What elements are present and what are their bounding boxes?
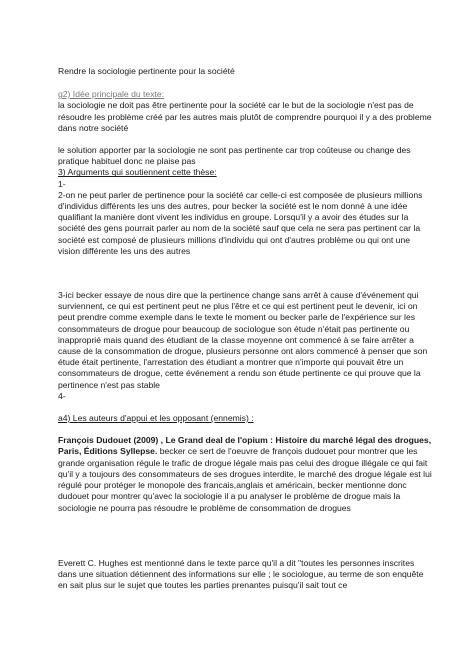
reference-dudouet-body: becker ce sert de l'oeuvre de françois dudouet pour montrer que les grande organisation régule le trafic de drogue légale mais pas celui des drogue illégale ce qui fait qu'il y a toujours des consommateurs de ses drogues interdite, le marché des drogue légale est lui régulé pour protéger le monopole des francais,anglais et américain, becker mentionne donc dudouet pour montrer qu'avec la sociologie il a pu analyser le problème de drogue mais la sociologie ne pourra pas résoudre le problème de consommation de drogues xyxy=(58,446,432,513)
reference-dudouet-paragraph xyxy=(58,435,434,513)
reference-dudouet-citation: François Dudouet (2009) , Le Grand deal de l'opium : Histoire du marché légal des drogues, Paris, Éditions Syllepse. xyxy=(58,435,432,457)
spacer xyxy=(58,514,434,558)
heading-main-idea: g2) Idée principale du texte: xyxy=(58,89,165,100)
argument-1-label: 1- xyxy=(58,178,66,189)
main-idea-paragraph-1: la sociologie ne doit pas être pertinente pour la société car le but de la sociologie n'est pas de résoudre les problème créé par les autres mais plutôt de comprendre pourquoi il y a des probleme dans notre société xyxy=(58,100,432,133)
reference-hughes-paragraph: Everett C. Hughes est mentionné dans le texte parce qu'il a dit "toutes les personnes inscrites dans une situation détiennent des informations sur elle ; le sociologue, au terme de son enquête en sait plus sur le sujet que toutes les parties prenantes puisqu'il sait tout ce xyxy=(58,557,424,591)
spacer xyxy=(58,402,434,413)
argument-4-label: 4- xyxy=(58,390,66,401)
argument-3-paragraph: 3-ici becker essaye de nous dire que la pertinence change sans arrêt à cause d'événement qui surviennent, ce qui est pertinent peut ne plus l'être et ce qui est pertinent peut le devenir, ici on peut prendre comme exemple dans le texte le moment ou becker parle de l'expérience sur les consommateurs de drogue pour beaucoup de sociologue son étude n'était pas pertinente ou inapproprié mais quand des étudiant de la classe moyenne ont commencé à se faire arrêter a cause de la consommation de drogue, plusieurs personne ont alors commencé à penser que son étude était pertinente, l'arrestation des étudiant a montrer que n'importe qui pouvait être un consommateurs de drogue, cette événement a rendu son étude pertinente ce qui prouve que la pertinence n'est pas stable xyxy=(58,290,428,390)
heading-authors: a4) Les auteurs d'appui et les opposant (ennemis) : xyxy=(58,413,254,424)
main-idea-paragraph-2: le solution apporter par la sociologie ne sont pas pertinente car trop coûteuse ou change des pratique habituel donc ne plaise pas xyxy=(58,145,411,167)
argument-2-paragraph: 2-on ne peut parler de pertinence pour la société car celle-ci est composée de plusieurs millions d'individus différents les uns des autres, pour becker la société est le nom donné à une idée qualifiant la manière dont vivent les individus en groupe. Lorsqu'il y a avoir des études sur la société des gens pourrait parler au nom de la société sauf que cela ne sera pas pertinent car la société est composé de plusieurs millions d'individu qui ont d'autres problème ou qui ont une vision différente les uns des autres xyxy=(58,189,423,256)
document-title: Rendre la sociologie pertinente pour la société xyxy=(58,66,235,76)
spacer xyxy=(58,424,434,435)
heading-arguments: 3) Arguments qui soutiennent cette thèse: xyxy=(58,167,217,178)
spacer xyxy=(58,134,434,145)
spacer xyxy=(58,257,434,290)
